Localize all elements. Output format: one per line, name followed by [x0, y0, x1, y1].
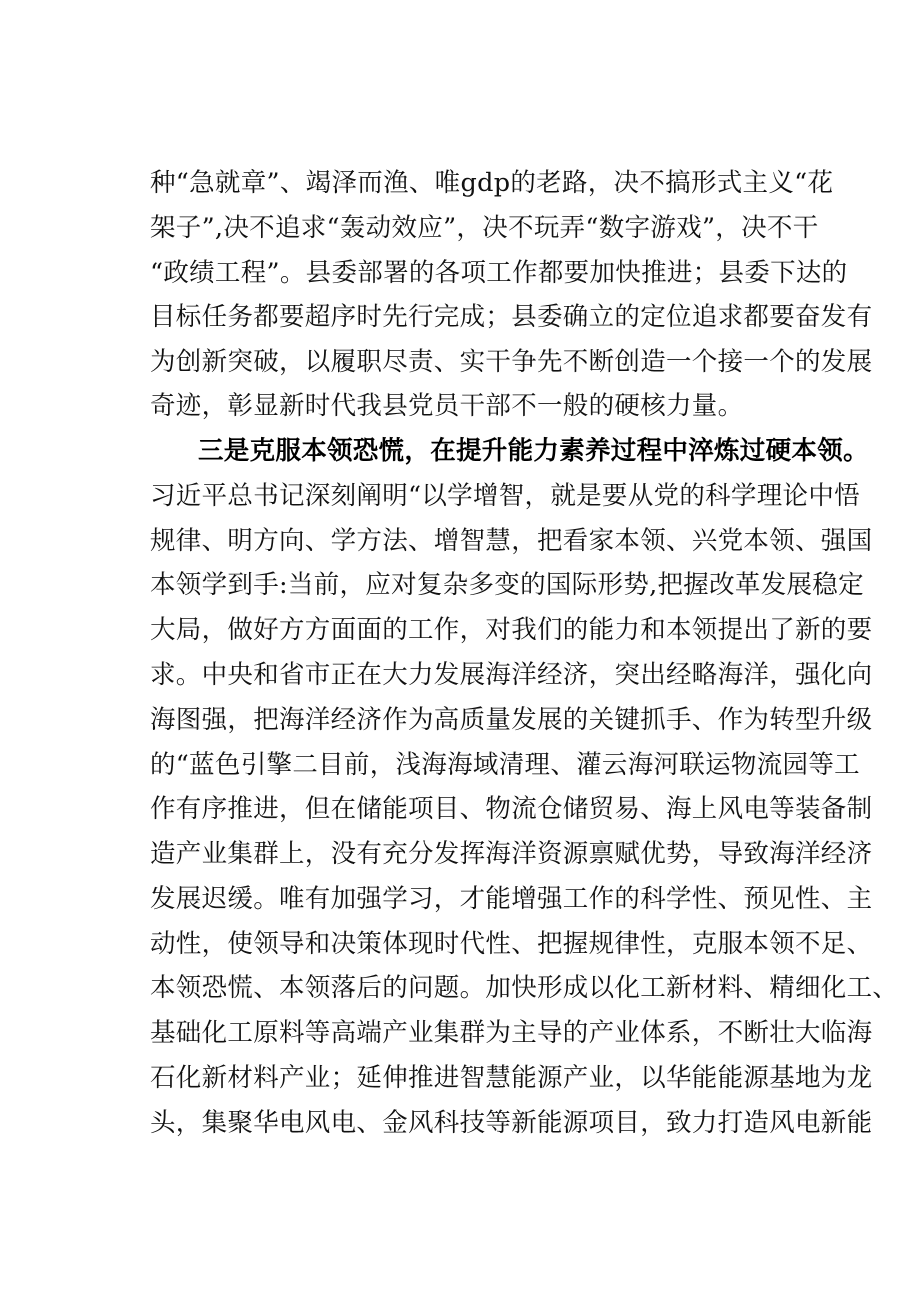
section-heading: 三是克服本领恐慌，在提升能力素养过程中淬炼过硬本领。: [198, 436, 869, 466]
body-text-line: 海图强，把海洋经济作为高质量发展的关键抓手、作为转型升级: [150, 705, 873, 735]
body-text-line: 奇迹，彰显新时代我县党员干部不一般的硬核力量。: [150, 391, 744, 421]
body-text-line: 本领学到手:当前，应对复杂多变的国际形势,把握改革发展稳定: [150, 570, 864, 600]
body-text-line: 动性，使领导和决策体现时代性、把握规律性，克服本领不足、: [150, 929, 873, 959]
body-text-line: 的“蓝色引擎二目前，浅海海域清理、灌云海河联运物流园等工: [150, 750, 860, 780]
body-text-line: 本领恐慌、本领落后的问题。加快形成以化工新材料、精细化工、: [150, 973, 899, 1003]
body-text-line: 石化新材料产业；延伸推进智慧能源产业，以华能能源基地为龙: [150, 1063, 873, 1093]
body-text-line: 头，集聚华电风电、金风科技等新能源项目，致力打造风电新能: [150, 1108, 873, 1138]
body-text-line: 大局，做好方方面面的工作，对我们的能力和本领提出了新的要: [150, 615, 873, 645]
body-text-line: 基础化工原料等高端产业集群为主导的产业体系，不断壮大临海: [150, 1018, 873, 1048]
body-text-line: 为创新突破，以履职尽责、实干争先不断创造一个接一个的发展: [150, 347, 873, 377]
body-text-line: 目标任务都要超序时先行完成；县委确立的定位追求都要奋发有: [150, 302, 873, 332]
body-text-line: 规律、明方向、学方法、增智慧，把看家本领、兴党本领、强国: [150, 526, 873, 556]
body-text-line: 求。中央和省市正在大力发展海洋经济，突出经略海洋，强化向: [150, 660, 873, 690]
body-text-line: 架子”,决不追求“轰动效应”，决不玩弄“数字游戏”，决不干: [150, 213, 819, 243]
body-text-line: 造产业集群上，没有充分发挥海洋资源禀赋优势，导致海洋经济: [150, 839, 873, 869]
body-text-line: 习近平总书记深刻阐明“以学增智，就是要从党的科学理论中悟: [150, 481, 860, 511]
body-text-line: 发展迟缓。唯有加强学习，才能增强工作的科学性、预见性、主: [150, 884, 873, 914]
body-text-line: 种“急就章”、竭泽而渔、唯gdp的老路，决不搞形式主义“花: [150, 168, 834, 198]
body-text-line: “政绩工程”。县委部署的各项工作都要加快推进；县委下达的: [150, 258, 848, 288]
body-text-line: 作有序推进，但在储能项目、物流仓储贸易、海上风电等装备制: [150, 794, 873, 824]
